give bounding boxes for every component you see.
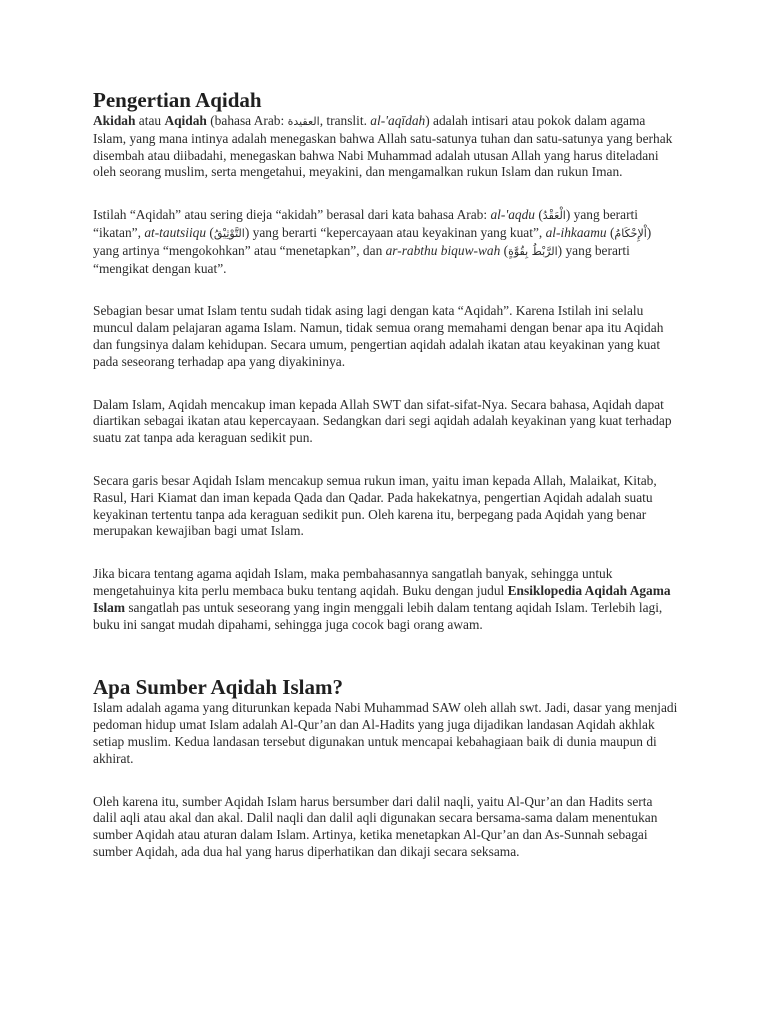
- term-aqidah: Aqidah: [164, 113, 207, 128]
- text: ) yang artinya “mengokohkan” atau “menetapkan”, dan: [93, 224, 652, 258]
- article-body: [93, 88, 678, 861]
- section-title-pengertian: Pengertian Aqidah: [93, 88, 262, 112]
- text: (: [206, 224, 214, 240]
- arabic-text: اْلإِحْكَامُ: [614, 226, 647, 240]
- paragraph-etymology: [93, 207, 678, 277]
- paragraph-general: Sebagian besar umat Islam tentu sudah tidak asing lagi dengan kata “Aqidah”. Karena Istilah ini selalu muncul dalam pelajaran agama Islam. Namun, tidak semua orang memahami dengan benar apa itu Aqidah dan fungsinya dalam kehidupan. Secara umum, pengertian aqidah adalah ikatan atau keyakinan yang kuat pada seseorang terhadap apa yang diyakininya.: [93, 303, 664, 369]
- transliteration: al-ihkaamu: [545, 224, 607, 240]
- transliteration: at-tautsiiqu: [144, 224, 207, 240]
- paragraph-book: [93, 566, 678, 633]
- text: ) adalah intisari atau pokok dalam agama Islam, yang mana intinya adalah menegaskan bahwa Allah satu-satunya tuhan dan satu-satunya yang berhak disembah atau diibadahi, menegaskan bahwa Nabi Muhammad adalah utusan Allah yang harus diteladani oleh seorang muslim, serta mengetahui, meyakini, dan mengamalkan rukun Islam dan rukun Iman.: [93, 113, 673, 180]
- paragraph-islam: Dalam Islam, Aqidah mencakup iman kepada Allah SWT dan sifat-sifat-Nya. Secara bahasa, Aqidah dapat diartikan sebagai ikatan atau kepercayaan. Sedangkan dari segi aqidah adalah keyakinan yang kuat terhadap suatu zat tanpa ada keraguan sedikit pun.: [93, 396, 672, 446]
- term-akidah: Akidah: [93, 113, 136, 128]
- transliteration: al-'aqdu: [490, 207, 535, 223]
- paragraph-rukun-iman: Secara garis besar Aqidah Islam mencakup semua rukun iman, yaitu iman kepada Allah, Malaikat, Kitab, Rasul, Hari Kiamat dan iman kepada Qada dan Qadar. Pada hakekatnya, pengertian Aqidah adalah suatu keyakinan tertentu tanpa ada keraguan sedikit pun. Oleh karena itu, berpegang pada Aqidah yang benar merupakan kewajiban bagi umat Islam.: [93, 472, 657, 539]
- paragraph-sumber-2: Oleh karena itu, sumber Aqidah Islam harus bersumber dari dalil naqli, yaitu Al-Qur’an dan Hadits serta dalil aqli atau akal dan akal. Dalil naqli dan dalil aqli digunakan secara bersama-sama dalam menentukan sumber Aqidah atau aturan dalam Islam. Artinya, ketika menetapkan Al-Qur’an dan As-Sunnah sebagai sumber Aqidah, ada dua hal yang harus diperhatikan dan dikaji secara seksama.: [93, 793, 658, 859]
- text: atau: [135, 113, 165, 128]
- arabic-text: العقيدة: [287, 115, 320, 128]
- text: Istilah “Aqidah” atau sering dieja “akidah” berasal dari kata bahasa Arab:: [93, 207, 491, 223]
- text: sangatlah pas untuk seseorang yang ingin menggali lebih dalam tentang aqidah Islam. Terlebih lagi, buku ini sangat mudah dipahami, sehingga juga cocok bagi orang awam.: [93, 599, 663, 632]
- paragraph-sumber-1: Islam adalah agama yang diturunkan kepada Nabi Muhammad SAW oleh allah swt. Jadi, dasar yang menjadi pedoman hidup umat Islam adalah Al-Qur’an dan Al-Hadits yang juga dijadikan landasan Aqidah akhlak setiap muslim. Kedua landasan tersebut digunakan untuk mencapai kebahagiaan baik di dunia maupun di akhirat.: [93, 700, 678, 766]
- arabic-text: الرَّبْطُ بِقُوَّةٍ: [508, 244, 558, 258]
- arabic-text: الْعَقْدُ: [542, 209, 566, 223]
- transliteration: al-'aqīdah: [370, 113, 426, 128]
- text: ) yang berarti “ikatan”,: [93, 207, 638, 240]
- text: (: [606, 224, 615, 240]
- text: ) yang berarti “mengikat dengan kuat”.: [93, 242, 630, 276]
- text: (: [534, 207, 543, 223]
- text: ) yang berarti “kepercayaan atau keyakinan yang kuat”,: [244, 224, 546, 240]
- text: Jika bicara tentang agama aqidah Islam, maka pembahasannya sangatlah banyak, sehingga untuk mengetahuinya kita perlu membaca buku tentang aqidah. Buku dengan judul: [93, 566, 613, 598]
- section-title-sumber: Apa Sumber Aqidah Islam?: [93, 675, 343, 700]
- text: (: [500, 242, 509, 258]
- arabic-text: التَّوْثِيْقُ: [213, 226, 245, 240]
- transliteration: ar-rabthu biquw-wah: [385, 242, 501, 258]
- book-title: Ensiklopedia Aqidah Agama Islam: [93, 582, 671, 615]
- text: , translit.: [319, 113, 371, 128]
- paragraph-definition: [93, 113, 678, 181]
- text: (bahasa Arab:: [206, 113, 288, 128]
